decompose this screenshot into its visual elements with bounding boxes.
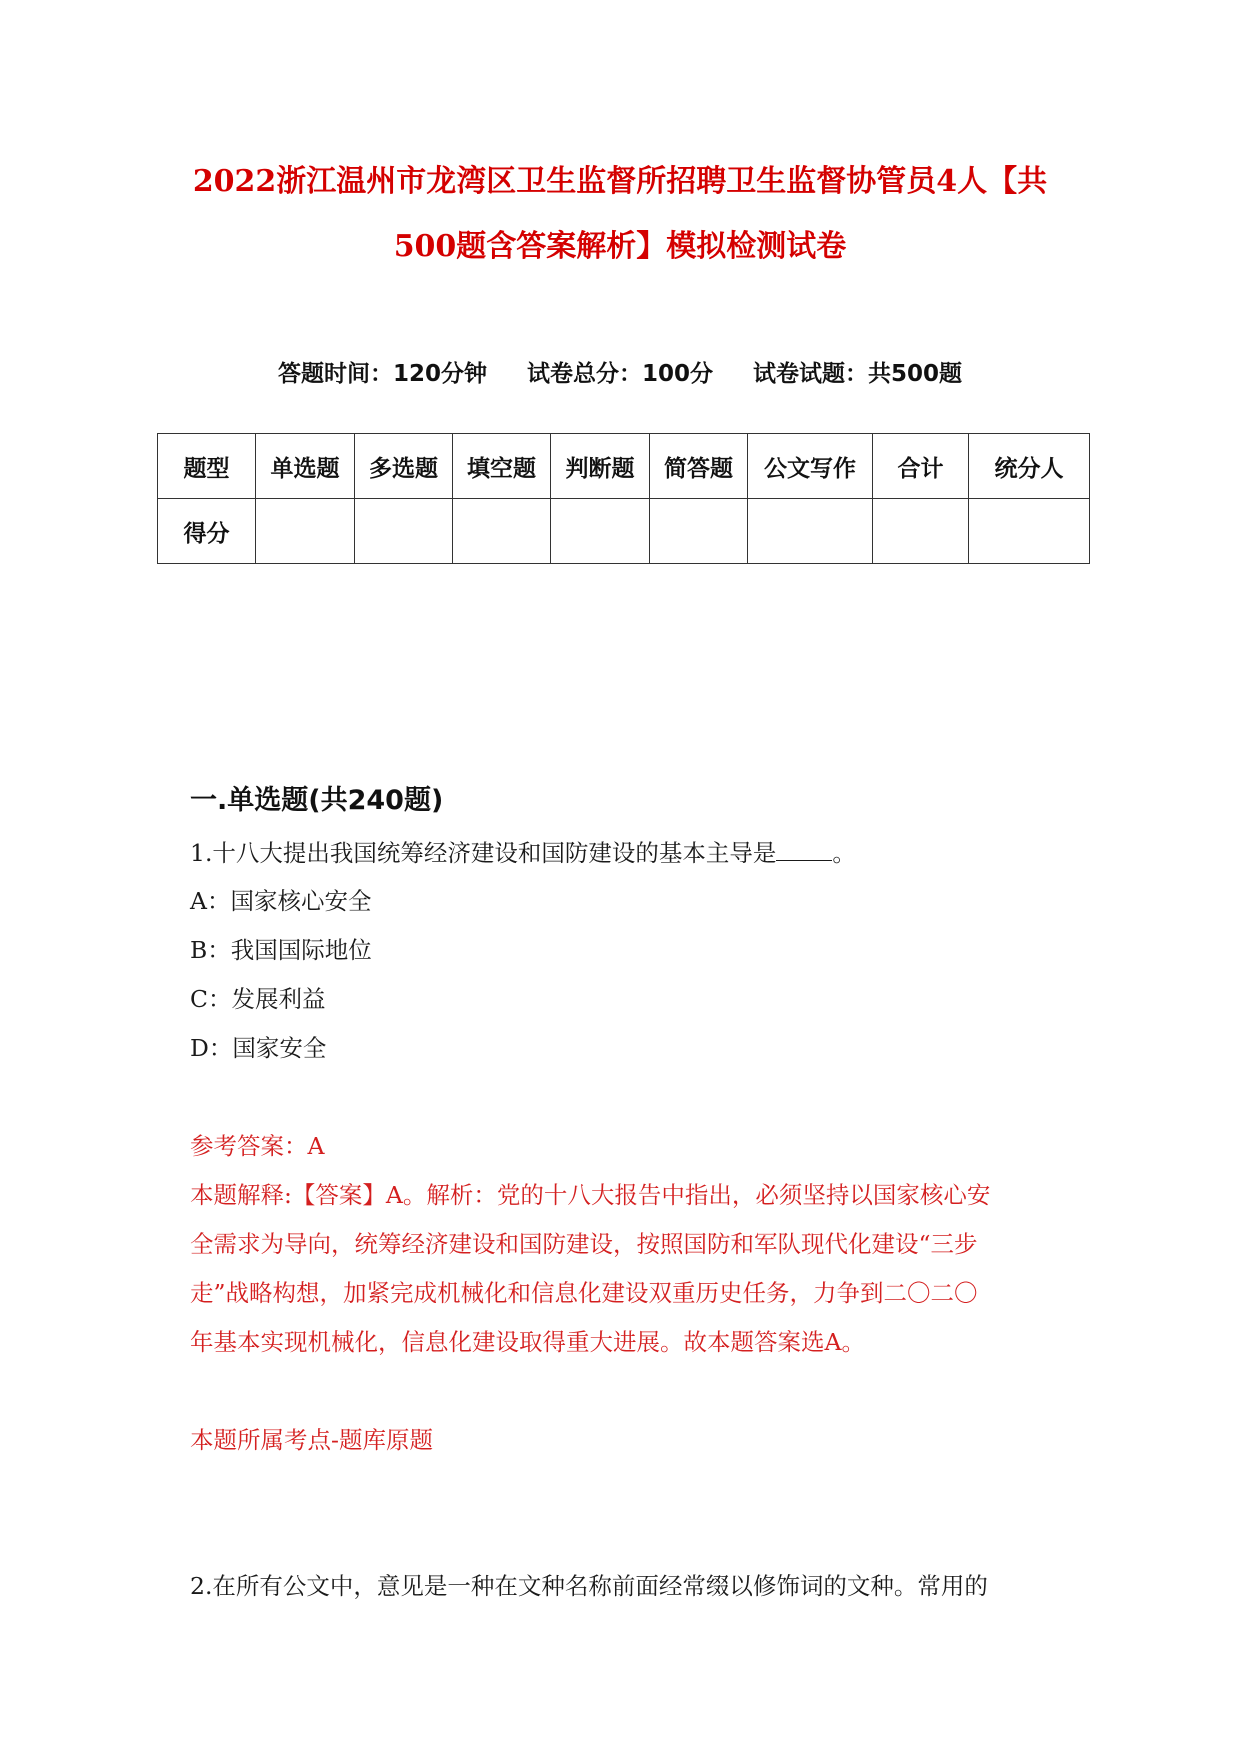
score-cell — [355, 499, 453, 564]
score-table-header: 填空题 — [453, 434, 551, 499]
score-cell — [453, 499, 551, 564]
score-table-header: 公文写作 — [748, 434, 873, 499]
score-table-header: 合计 — [873, 434, 969, 499]
question-stem-text: 1.十八大提出我国统筹经济建设和国防建设的基本主导是 — [190, 839, 777, 867]
score-cell — [650, 499, 748, 564]
score-cell — [969, 499, 1090, 564]
exam-total-score: 试卷总分：100分 — [526, 361, 713, 387]
score-row-label: 得分 — [158, 499, 256, 564]
section-heading: 一.单选题(共240题) — [190, 785, 444, 816]
option-c: C：发展利益 — [190, 985, 326, 1013]
score-table-header: 单选题 — [256, 434, 355, 499]
explanation-line: 全需求为导向，统筹经济建设和国防建设，按照国防和军队现代化建设“三步 — [190, 1230, 978, 1258]
exam-question-count: 试卷试题：共500题 — [753, 361, 963, 387]
question-stem: 2.在所有公文中，意见是一种在文种名称前面经常缀以修饰词的文种。常用的 — [190, 1572, 988, 1600]
score-table-header: 题型 — [158, 434, 256, 499]
answer-blank — [776, 840, 832, 861]
score-table-header: 简答题 — [650, 434, 748, 499]
explanation-line: 本题解释:【答案】A。解析：党的十八大报告中指出，必须坚持以国家核心安 — [190, 1181, 991, 1209]
question-stem — [190, 838, 856, 868]
score-table-score-row — [158, 499, 1090, 564]
option-d: D：国家安全 — [190, 1034, 327, 1062]
knowledge-point: 本题所属考点-题库原题 — [190, 1426, 433, 1454]
score-table-header: 多选题 — [355, 434, 453, 499]
score-table — [157, 433, 1090, 564]
option-a: A：国家核心安全 — [190, 887, 372, 915]
exam-title-line-1: 2022浙江温州市龙湾区卫生监督所招聘卫生监督协管员4人【共 — [192, 164, 1048, 199]
exam-meta — [140, 355, 1100, 388]
question-stem-end: 。 — [832, 839, 856, 867]
exam-time: 答题时间：120分钟 — [277, 361, 487, 387]
exam-title-line-2: 500题含答案解析】模拟检测试卷 — [393, 229, 847, 264]
reference-answer: 参考答案：A — [190, 1132, 325, 1160]
score-cell — [551, 499, 650, 564]
score-cell — [748, 499, 873, 564]
score-table-header: 统分人 — [969, 434, 1090, 499]
explanation-line: 走”战略构想，加紧完成机械化和信息化建设双重历史任务，力争到二〇二〇 — [190, 1279, 978, 1307]
explanation-line: 年基本实现机械化，信息化建设取得重大进展。故本题答案选A。 — [190, 1328, 865, 1356]
score-table-header: 判断题 — [551, 434, 650, 499]
score-cell — [873, 499, 969, 564]
score-table-header-row — [158, 434, 1090, 499]
score-cell — [256, 499, 355, 564]
option-b: B：我国国际地位 — [190, 936, 372, 964]
